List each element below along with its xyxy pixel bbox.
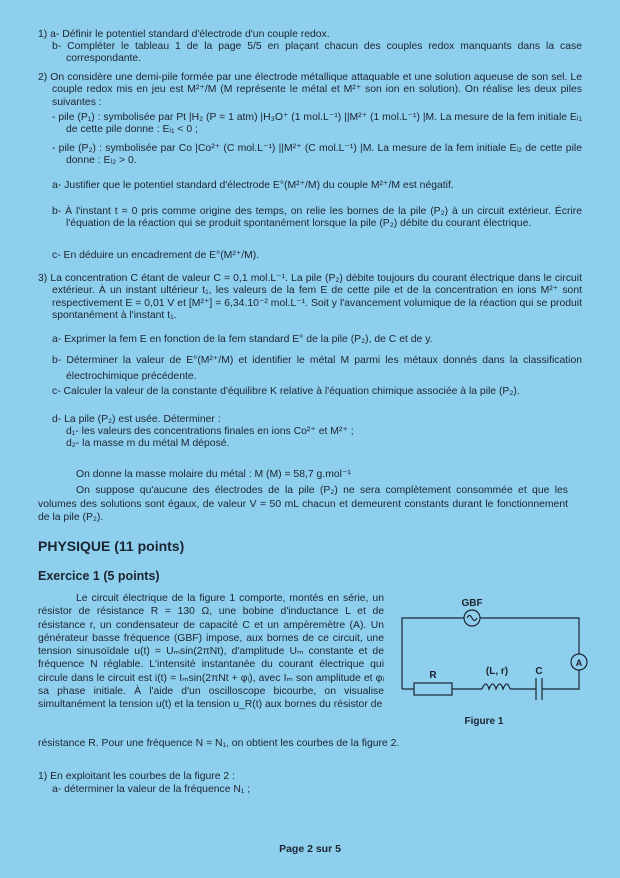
question-1b: b- Compléter le tableau 1 de la page 5/5 en plaçant chacun des couples redox manquants dans la case correspondante. — [52, 41, 582, 65]
figure-1-circuit — [392, 596, 598, 731]
question-3c: c- Calculer la valeur de la constante d'équilibre K relative à l'équation chimique associée à la pile (P₂). — [52, 386, 520, 397]
question-2c: c- En déduire un encadrement de E°(M²⁺/M). — [52, 250, 260, 261]
coil-icon — [482, 684, 510, 689]
exercise-heading — [38, 570, 568, 582]
pile-p1: - pile (P₁) : symbolisée par Pt |H₂ (P = 1 atm) |H₃O⁺ (1 mol.L⁻¹) ||M²⁺ (1 mol.L⁻¹) |M. La mesure de la fem initiale Eᵢ₁ de cette pile donne : Eᵢ₁ < 0 ; — [52, 112, 582, 136]
given-molar-mass: On donne la masse molaire du métal : M (M) = 58,7 g.mol⁻¹ — [76, 469, 351, 480]
question-2b: b- À l'instant t = 0 pris comme origine des temps, on relie les bornes de la pile (P₂) à un circuit extérieur. Écrire l'équation de la réaction qui se produit spontanément lorsque la pile (P₂) débite du courant électrique. — [52, 206, 582, 230]
question-3d2: d₂- la masse m du métal M déposé. — [66, 438, 230, 449]
exercise-intro-end: résistance R. Pour une fréquence N = N₁, on obtient les courbes de la figure 2. — [38, 738, 400, 749]
physics-heading — [38, 540, 568, 552]
given-assumptions: On suppose qu'aucune des électrodes de la pile (P₂) ne sera complètement consommée et que les volumes des solutions sont égaux, de valeur V = 50 mL chacun et demeurent constants durant le fonctionnement de la pile (P₂). — [38, 485, 568, 523]
resistor-icon — [414, 683, 452, 695]
question-3b: b- Déterminer la valeur de E°(M²⁺/M) et identifier le métal M parmi les métaux donnés dans la classification électrochimique précédente. — [52, 355, 582, 382]
question-1a: 1) a- Définir le potentiel standard d'électrode d'un couple redox. — [38, 29, 330, 40]
gbf-label: GBF — [461, 598, 483, 609]
capacitor-label: C — [535, 666, 543, 677]
physics-title: PHYSIQUE (11 points) — [38, 538, 185, 554]
figure-caption: Figure 1 — [464, 716, 504, 727]
question-3d: d- La pile (P₂) est usée. Déterminer : — [52, 414, 221, 425]
physics-question-1a: a- déterminer la valeur de la fréquence N₁ ; — [52, 784, 251, 795]
pile-p2: - pile (P₂) : symbolisée par Co |Co²⁺ (C mol.L⁻¹) ||M²⁺ (C mol.L⁻¹) |M. La mesure de la fem initiale Eᵢ₂ de cette pile donne : Eᵢ₂ > 0. — [52, 143, 582, 167]
question-3a: a- Exprimer la fem E en fonction de la fem standard E° de la pile (P₂), de C et de y. — [52, 334, 433, 345]
question-3: 3) La concentration C étant de valeur C = 0,1 mol.L⁻¹. La pile (P₂) débite toujours du courant électrique dans le circuit extérieur. À un instant ultérieur t₁, les valeurs de la fem E de cette pile et de la concentration en ions M²⁺ sont respectivement E = 0,01 V et [M²⁺] = 6,34.10⁻² mol.L⁻¹. Soit y l'avancement volumique de la réaction qui se produit spontanément à l'instant t₁. — [38, 273, 582, 321]
exercise-intro: Le circuit électrique de la figure 1 comporte, montés en série, un résistor de résistance R = 130 Ω, une bobine d'inductance L et de résistance r, un condensateur de capacité C et un ampèremètre (A). Un générateur basse fréquence (GBF) impose, aux bornes de ce circuit, une tension sinusoïdale u(t) = Uₘsin(2πNt), d'amplitude Uₘ constante et de fréquence N réglable. L'intensité instantanée du courant électrique qui circule dans le circuit est i(t) = Iₘsin(2πNt + φᵢ), avec Iₘ son amplitude et φᵢ sa phase initiale. À l'aide d'un oscilloscope bicourbe, on visualise simultanément la tension u(t) et la tension u_R(t) aux bornes du résistor de — [38, 593, 384, 711]
exercise-title: Exercice 1 (5 points) — [38, 569, 160, 583]
physics-question-1: 1) En exploitant les courbes de la figure 2 : — [38, 771, 235, 782]
coil-label: (L, r) — [485, 666, 509, 677]
question-2a: a- Justifier que le potentiel standard d'électrode E°(M²⁺/M) du couple M²⁺/M est négatif. — [52, 180, 454, 191]
question-3d1: d₁- les valeurs des concentrations finales en ions Co²⁺ et M²⁺ ; — [66, 426, 354, 437]
page-number: Page 2 sur 5 — [279, 843, 341, 855]
resistor-label: R — [429, 670, 437, 681]
circuit-diagram — [392, 596, 598, 731]
question-2: 2) On considère une demi-pile formée par une électrode métallique attaquable et une solution aqueuse de son sel. Le couple redox mis en jeu est M²⁺/M (M représente le métal et M²⁺ son ion en solution). On réalise les deux piles suivantes : — [38, 72, 582, 108]
ammeter-label: A — [575, 658, 583, 668]
